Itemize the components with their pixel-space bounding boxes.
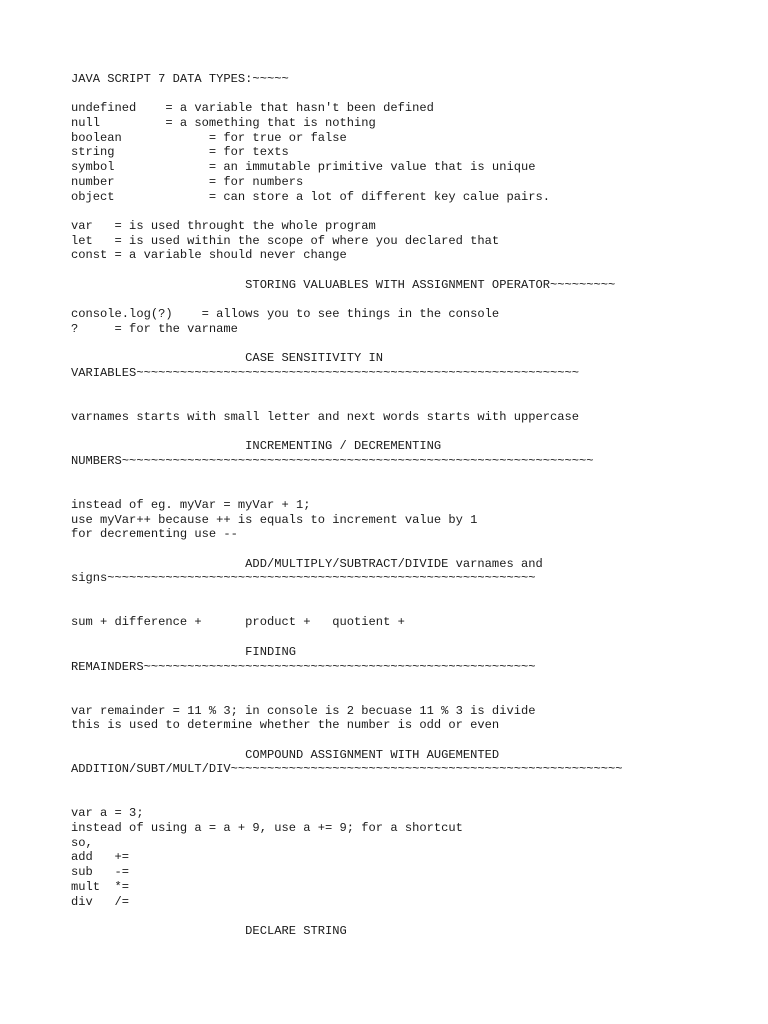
text-line: add += <box>71 850 130 865</box>
text-line: NUMBERS~~~~~~~~~~~~~~~~~~~~~~~~~~~~~~~~~~~~~~~~~~~~~~~~~~~~~~~~~~~~~~~~~ <box>71 453 594 468</box>
blank-line <box>71 87 751 102</box>
text-line: ADDITION/SUBT/MULT/DIV~~~~~~~~~~~~~~~~~~~~~~~~~~~~~~~~~~~~~~~~~~~~~~~~~~~~~~ <box>71 762 623 777</box>
document-text <box>71 72 751 939</box>
blank-line <box>71 909 751 924</box>
blank-line <box>71 425 751 440</box>
text-line: undefined = a variable that hasn't been defined <box>71 101 434 116</box>
document-page <box>71 72 751 939</box>
text-line: sub -= <box>71 865 130 880</box>
blank-line <box>71 689 751 704</box>
text-line: STORING VALUABLES WITH ASSIGNMENT OPERATOR~~~~~~~~~ <box>71 277 616 292</box>
text-line: boolean = for true or false <box>71 130 347 145</box>
blank-line <box>71 204 751 219</box>
blank-line <box>71 601 751 616</box>
text-line: instead of eg. myVar = myVar + 1; <box>71 497 311 512</box>
blank-line <box>71 630 751 645</box>
text-line: string = for texts <box>71 145 289 160</box>
blank-line <box>71 586 751 601</box>
text-line: so, <box>71 835 93 850</box>
text-line: var a = 3; <box>71 806 144 821</box>
text-line: object = can store a lot of different key calue pairs. <box>71 189 550 204</box>
text-line: instead of using a = a + 9, use a += 9; for a shortcut <box>71 821 463 836</box>
text-line: COMPOUND ASSIGNMENT WITH AUGEMENTED <box>71 747 500 762</box>
text-line: VARIABLES~~~~~~~~~~~~~~~~~~~~~~~~~~~~~~~~~~~~~~~~~~~~~~~~~~~~~~~~~~~~~ <box>71 365 580 380</box>
text-line: for decrementing use -- <box>71 527 238 542</box>
blank-line <box>71 336 751 351</box>
text-line: null = a something that is nothing <box>71 116 376 131</box>
blank-line <box>71 380 751 395</box>
text-line: const = a variable should never change <box>71 248 347 263</box>
text-line: signs~~~~~~~~~~~~~~~~~~~~~~~~~~~~~~~~~~~~~~~~~~~~~~~~~~~~~~~~~~~ <box>71 571 536 586</box>
text-line: symbol = an immutable primitive value that is unique <box>71 160 536 175</box>
blank-line <box>71 395 751 410</box>
text-line: let = is used within the scope of where you declared that <box>71 233 500 248</box>
blank-line <box>71 777 751 792</box>
blank-line <box>71 792 751 807</box>
text-line: INCREMENTING / DECREMENTING <box>71 439 442 454</box>
text-line: DECLARE STRING <box>71 923 347 938</box>
text-line: JAVA SCRIPT 7 DATA TYPES:~~~~~ <box>71 72 289 86</box>
text-line: mult *= <box>71 879 130 894</box>
blank-line <box>71 483 751 498</box>
text-line: REMAINDERS~~~~~~~~~~~~~~~~~~~~~~~~~~~~~~~~~~~~~~~~~~~~~~~~~~~~~~ <box>71 659 536 674</box>
blank-line <box>71 674 751 689</box>
text-line: sum + difference + product + quotient + <box>71 615 405 630</box>
text-line: ? = for the varname <box>71 321 238 336</box>
text-line: use myVar++ because ++ is equals to increment value by 1 <box>71 512 478 527</box>
text-line: CASE SENSITIVITY IN <box>71 351 384 366</box>
text-line: varnames starts with small letter and next words starts with uppercase <box>71 409 580 424</box>
blank-line <box>71 292 751 307</box>
text-line: console.log(?) = allows you to see things in the console <box>71 307 500 321</box>
text-line: div /= <box>71 894 130 909</box>
text-line: ADD/MULTIPLY/SUBTRACT/DIVIDE varnames and <box>71 556 543 571</box>
text-line: var remainder = 11 % 3; in console is 2 becuase 11 % 3 is divide <box>71 703 536 718</box>
text-line: number = for numbers <box>71 174 304 189</box>
blank-line <box>71 263 751 278</box>
blank-line <box>71 542 751 557</box>
text-line: this is used to determine whether the number is odd or even <box>71 718 500 733</box>
text-line: FINDING <box>71 644 296 659</box>
text-line: var = is used throught the whole program <box>71 218 376 233</box>
blank-line <box>71 469 751 484</box>
blank-line <box>71 733 751 748</box>
